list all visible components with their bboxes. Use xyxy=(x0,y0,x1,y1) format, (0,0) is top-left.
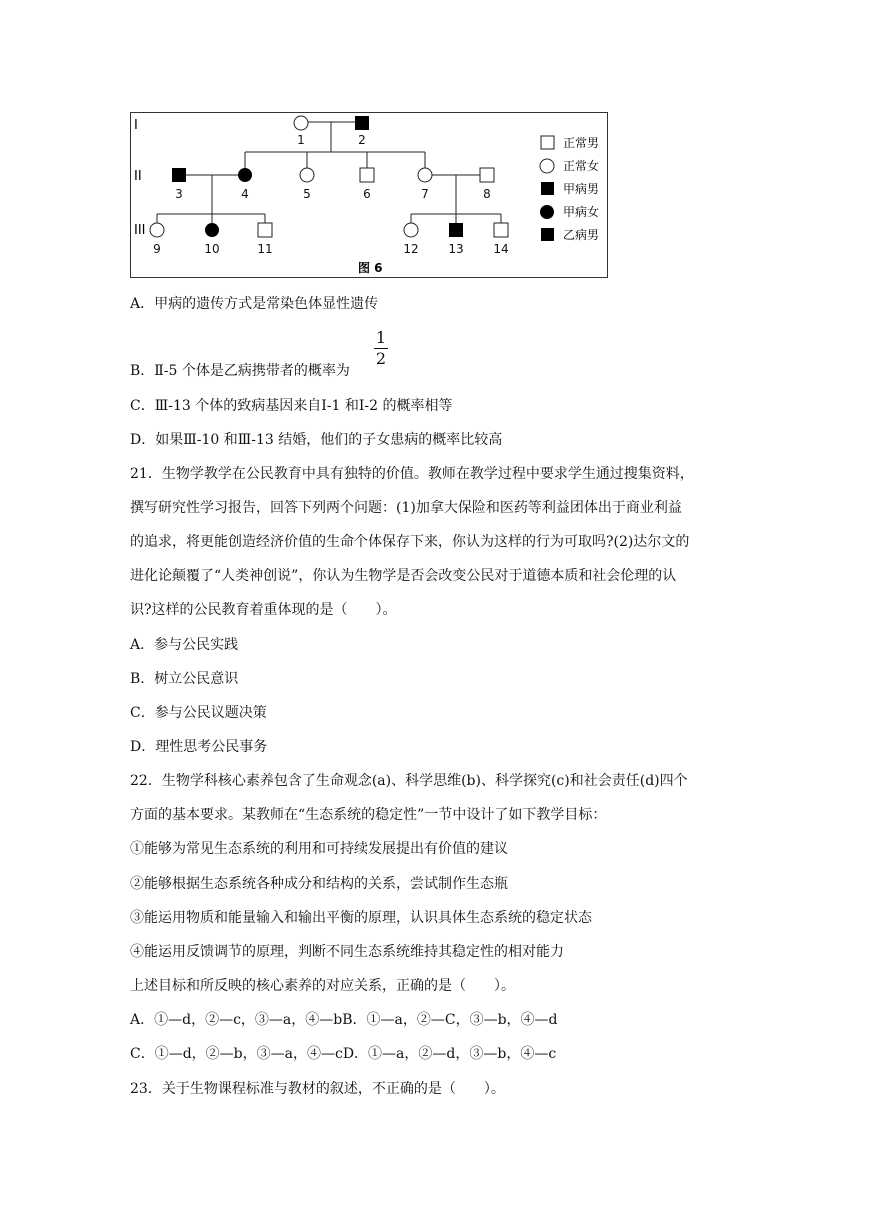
legend-normal-male: 正常男 xyxy=(563,136,600,150)
label-14: 14 xyxy=(493,242,509,256)
legend-a-female: 甲病女 xyxy=(563,205,600,219)
legend-a-male-icon xyxy=(541,182,554,195)
q21-option-a: A．参与公民实践 xyxy=(130,637,239,653)
individual-7-normal-female xyxy=(418,168,432,182)
individual-12-normal-female xyxy=(404,223,418,237)
label-4: 4 xyxy=(241,187,249,201)
individual-11-normal-male xyxy=(258,223,272,237)
gen-label-iii: III xyxy=(134,223,146,238)
legend-a-male: 甲病男 xyxy=(563,182,600,196)
q21-option-b: B．树立公民意识 xyxy=(130,671,239,687)
label-8: 8 xyxy=(483,187,491,201)
pedigree-chart xyxy=(130,112,608,278)
legend-normal-female: 正常女 xyxy=(563,159,600,173)
pedigree-figure xyxy=(130,112,608,278)
q21-line-4: 进化论颠覆了“人类神创说”，你认为生物学是否会改变公民对于道德本质和社会伦理的认 xyxy=(130,568,677,584)
q22-goal-3: ③能运用物质和能量输入和输出平衡的原理，认识具体生态系统的稳定状态 xyxy=(130,910,592,926)
fraction-numerator: 1 xyxy=(375,328,387,347)
label-7: 7 xyxy=(421,187,429,201)
individual-5-normal-female xyxy=(300,168,314,182)
label-5: 5 xyxy=(303,187,311,201)
q21-line-2: 撰写研究性学习报告，回答下列两个问题：(1)加拿大保险和医药等利益团体出于商业利益 xyxy=(130,500,682,516)
q21-option-c: C．参与公民议题决策 xyxy=(130,705,267,721)
individual-10-affected-female xyxy=(205,223,219,237)
q22-question: 上述目标和所反映的核心素养的对应关系，正确的是（ ）。 xyxy=(130,978,515,994)
label-6: 6 xyxy=(363,187,371,201)
q22-goal-4: ④能运用反馈调节的原理，判断不同生态系统维持其稳定性的相对能力 xyxy=(130,944,564,960)
figure-caption: 图 6 xyxy=(358,261,383,275)
q21-option-d: D．理性思考公民事务 xyxy=(130,739,268,755)
q22-options-cd: C．①—d，②—b，③—a，④—cD．①—a，②—d，③—b，④—c xyxy=(130,1046,557,1062)
legend-normal-male-icon xyxy=(541,136,554,149)
label-11: 11 xyxy=(257,242,273,256)
label-9: 9 xyxy=(153,242,161,256)
q20-option-b: B．Ⅱ-5 个体是乙病携带者的概率为 xyxy=(130,363,350,379)
label-10: 10 xyxy=(204,242,220,256)
legend-b-male-icon xyxy=(541,228,554,241)
q22-line-2: 方面的基本要求。某教师在“生态系统的稳定性”一节中设计了如下教学目标： xyxy=(130,807,607,823)
label-12: 12 xyxy=(403,242,419,256)
q22-goal-1: ①能够为常见生态系统的利用和可持续发展提出有价值的建议 xyxy=(130,841,508,857)
individual-8-normal-male xyxy=(480,168,494,182)
individual-4-affected-female xyxy=(238,168,252,182)
q22-line-1: 22．生物学科核心素养包含了生命观念(a)、科学思维(b)、科学探究(c)和社会责任(d)四个 xyxy=(130,773,688,789)
individual-13-b-affected-male xyxy=(449,223,463,237)
label-2: 2 xyxy=(358,133,366,147)
q22-goal-2: ②能够根据生态系统各种成分和结构的关系，尝试制作生态瓶 xyxy=(130,876,508,892)
fraction-one-half xyxy=(374,330,388,367)
q20-option-a: A．甲病的遗传方式是常染色体显性遗传 xyxy=(130,296,379,312)
individual-14-normal-male xyxy=(494,223,508,237)
q21-line-5: 识?这样的公民教育着重体现的是（ ）。 xyxy=(130,602,397,618)
label-13: 13 xyxy=(448,242,464,256)
label-3: 3 xyxy=(175,187,183,201)
q23-line-1: 23．关于生物课程标准与教材的叙述，不正确的是（ ）。 xyxy=(130,1081,505,1097)
legend-a-female-icon xyxy=(540,205,554,219)
individual-9-normal-female xyxy=(150,223,164,237)
individual-2-affected-male xyxy=(355,116,369,130)
fraction-denominator: 2 xyxy=(375,349,387,368)
legend-b-male: 乙病男 xyxy=(563,228,600,242)
individual-6-normal-male xyxy=(360,168,374,182)
q20-option-d: D．如果Ⅲ-10 和Ⅲ-13 结婚，他们的子女患病的概率比较高 xyxy=(130,432,503,448)
legend-normal-female-icon xyxy=(540,159,554,173)
gen-label-ii: II xyxy=(134,169,142,184)
gen-label-i: I xyxy=(134,118,138,133)
individual-1-normal-female xyxy=(294,116,308,130)
individual-3-affected-male xyxy=(172,168,186,182)
q21-line-1: 21．生物学教学在公民教育中具有独特的价值。教师在教学过程中要求学生通过搜集资料， xyxy=(130,466,694,482)
q20-option-c: C．Ⅲ-13 个体的致病基因来自Ⅰ-1 和Ⅰ-2 的概率相等 xyxy=(130,398,453,414)
q22-options-ab: A．①—d，②—c，③—a，④—bB．①—a，②—C，③—b，④—d xyxy=(130,1012,558,1028)
q21-line-3: 的追求，将更能创造经济价值的生命个体保存下来，你认为这样的行为可取吗?(2)达尔文的 xyxy=(130,534,690,550)
label-1: 1 xyxy=(297,133,305,147)
